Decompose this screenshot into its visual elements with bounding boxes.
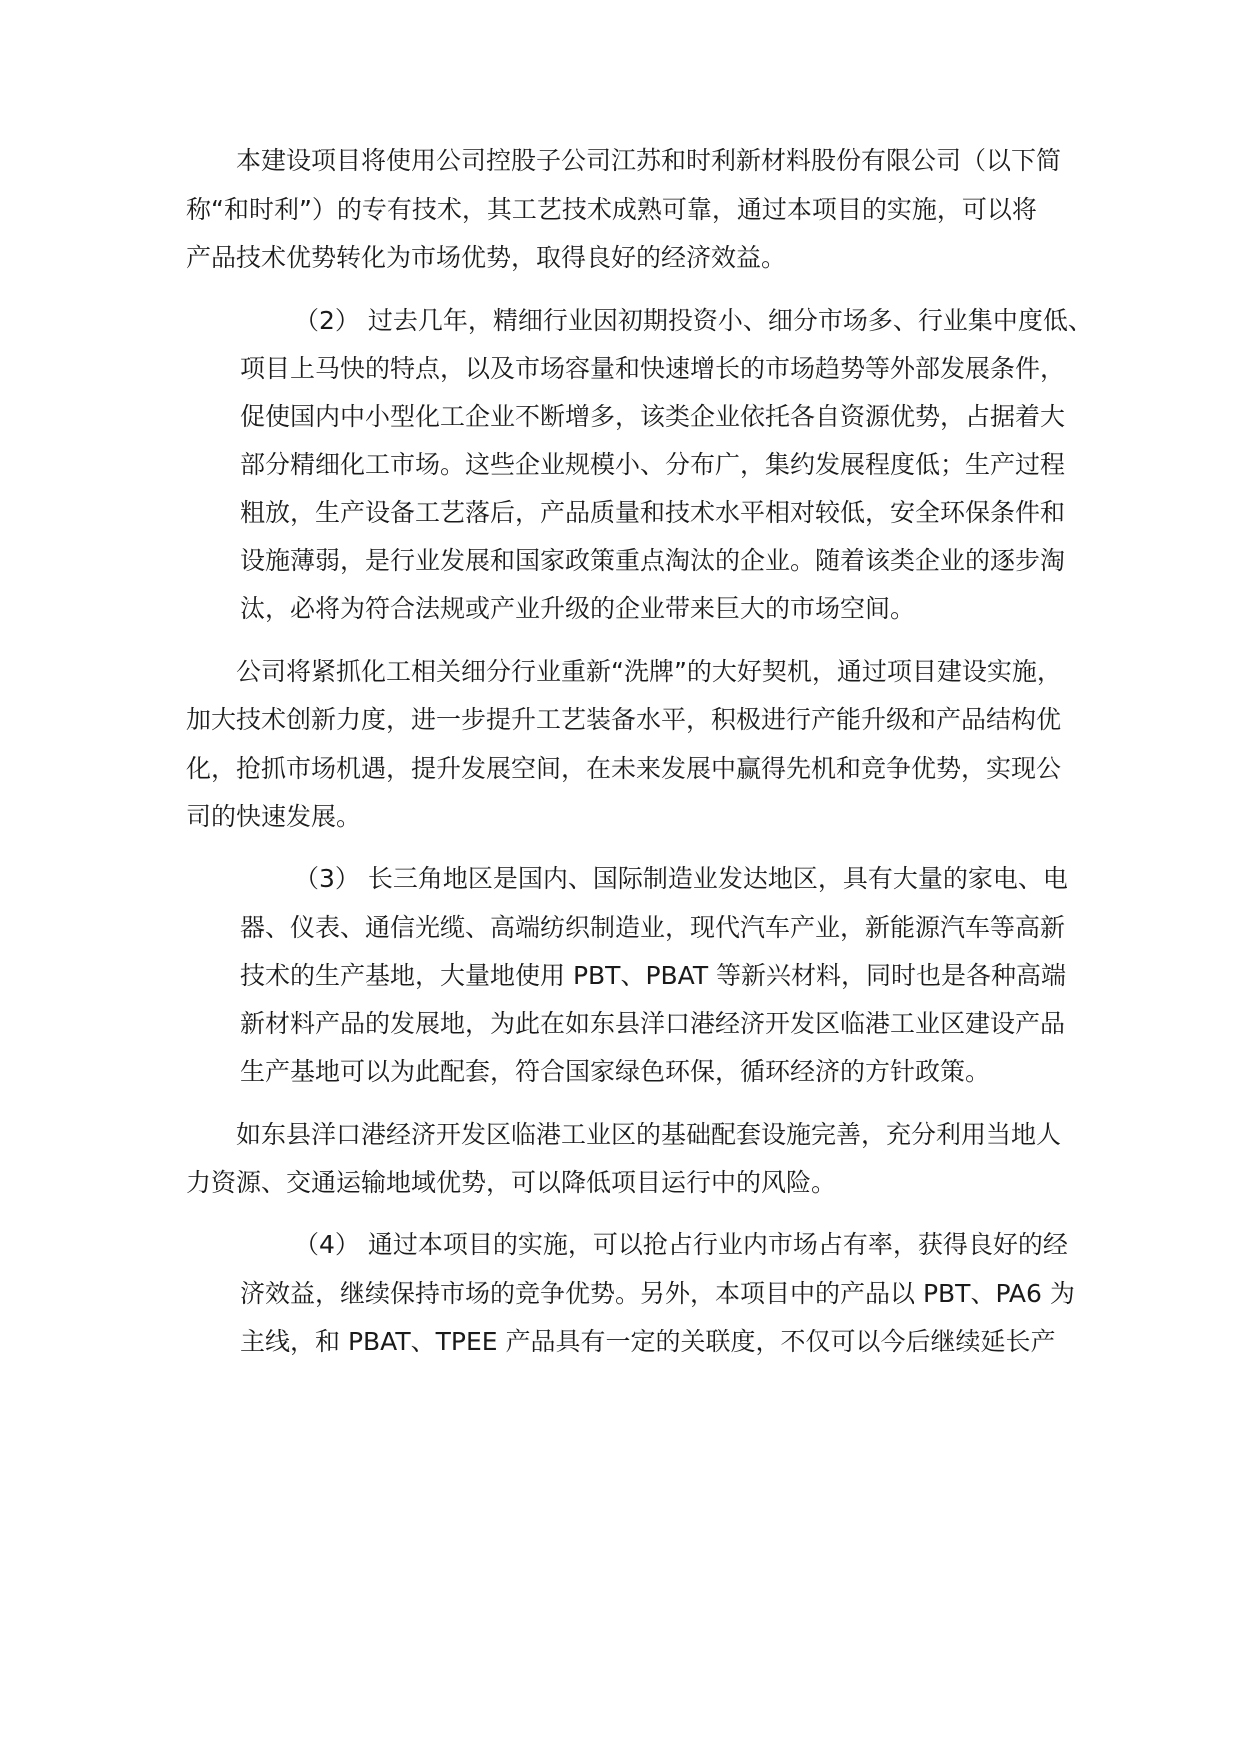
paragraph-line: 设施薄弱，是行业发展和国家政策重点淘汰的企业。随着该类企业的逐步淘	[240, 546, 1066, 575]
paragraph-line: 司的快速发展。	[186, 802, 362, 831]
paragraph-line: 公司将紧抓化工相关细分行业重新“洗牌”的大好契机，通过项目建设实施，	[236, 657, 1062, 686]
paragraph-line: 化，抢抓市场机遇，提升发展空间，在未来发展中赢得先机和竞争优势，实现公	[186, 754, 1062, 783]
paragraph-line: 项目上马快的特点，以及市场容量和快速增长的市场趋势等外部发展条件，	[240, 354, 1066, 383]
paragraph-line: 产品技术优势转化为市场优势，取得良好的经济效益。	[186, 243, 787, 272]
paragraph-line: 部分精细化工市场。这些企业规模小、分布广，集约发展程度低；生产过程	[240, 450, 1066, 479]
paragraph-line: 汰，必将为符合法规或产业升级的企业带来巨大的市场空间。	[240, 594, 916, 623]
paragraph-line: 力资源、交通运输地域优势，可以降低项目运行中的风险。	[186, 1168, 837, 1197]
paragraph-line: 新材料产品的发展地，为此在如东县洋口港经济开发区临港工业区建设产品	[240, 1009, 1066, 1038]
paragraph-line: 本建设项目将使用公司控股子公司江苏和时利新材料股份有限公司（以下简	[236, 146, 1062, 175]
paragraph-line: 济效益，继续保持市场的竞争优势。另外，本项目中的产品以 PBT、PA6 为	[240, 1279, 1075, 1308]
paragraph-line: 主线，和 PBAT、TPEE 产品具有一定的关联度，不仅可以今后继续延长产	[240, 1327, 1056, 1356]
paragraph-line: （4） 通过本项目的实施，可以抢占行业内市场占有率，获得良好的经	[294, 1230, 1068, 1259]
paragraph-line: 器、仪表、通信光缆、高端纺织制造业，现代汽车产业，新能源汽车等高新	[240, 913, 1066, 942]
paragraph-line: 加大技术创新力度，进一步提升工艺装备水平，积极进行产能升级和产品结构优	[186, 705, 1062, 734]
paragraph-line: 生产基地可以为此配套，符合国家绿色环保，循环经济的方针政策。	[240, 1057, 991, 1086]
paragraph-line: 称“和时利”）的专有技术，其工艺技术成熟可靠，通过本项目的实施，可以将	[186, 195, 1037, 224]
paragraph-line: （3） 长三角地区是国内、国际制造业发达地区，具有大量的家电、电	[294, 864, 1068, 893]
paragraph-line: （2） 过去几年，精细行业因初期投资小、细分市场多、行业集中度低、	[294, 306, 1093, 335]
paragraph-line: 促使国内中小型化工企业不断增多，该类企业依托各自资源优势，占据着大	[240, 402, 1066, 431]
paragraph-line: 粗放，生产设备工艺落后，产品质量和技术水平相对较低，安全环保条件和	[240, 498, 1066, 527]
paragraph-line: 技术的生产基地，大量地使用 PBT、PBAT 等新兴材料，同时也是各种高端	[240, 961, 1067, 990]
paragraph-line: 如东县洋口港经济开发区临港工业区的基础配套设施完善，充分利用当地人	[236, 1120, 1062, 1149]
